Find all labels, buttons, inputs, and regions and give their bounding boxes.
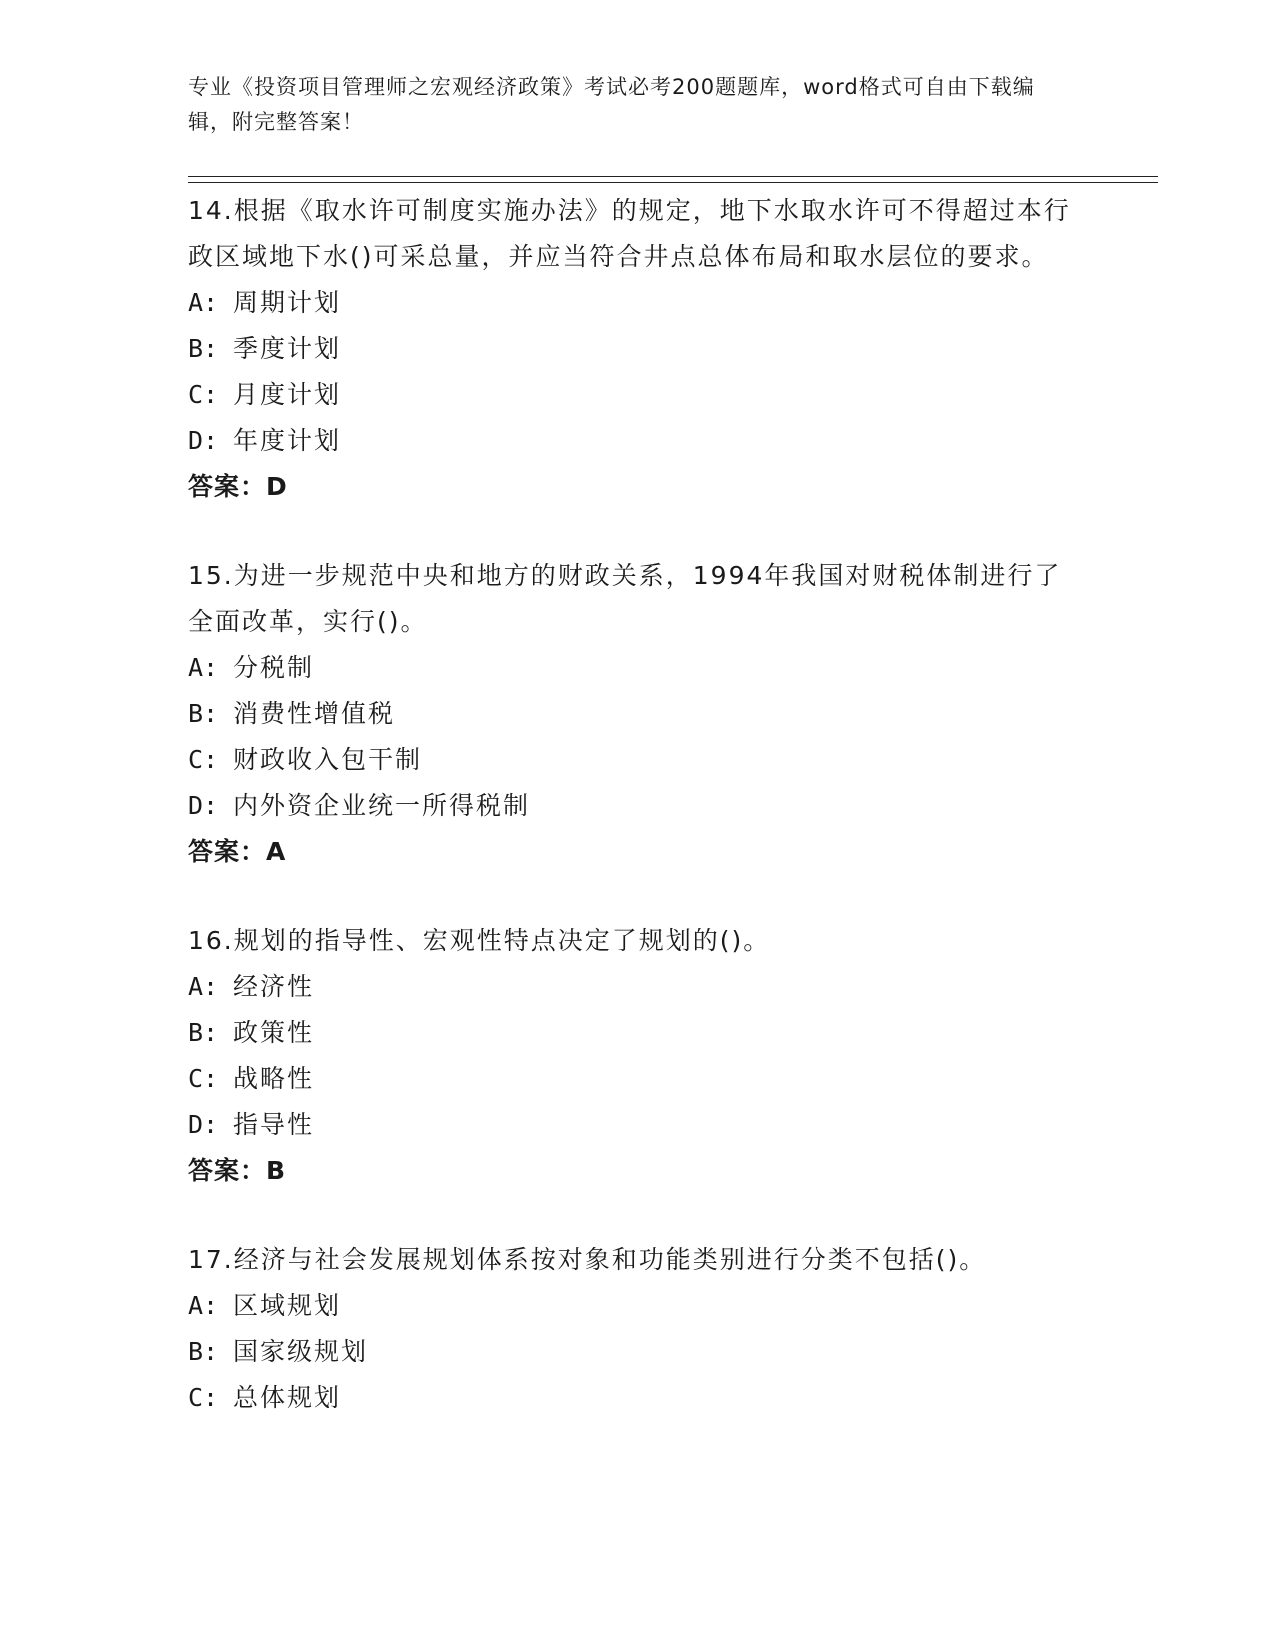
- option-letter: A:: [188, 288, 219, 317]
- option-text: 总体规划: [233, 1383, 342, 1412]
- question-stem: 15.为进一步规范中央和地方的财政关系，1994年我国对财税体制进行了全面改革，实行()。: [188, 561, 1062, 636]
- option-text: 消费性增值税: [233, 699, 396, 728]
- option-text: 国家级规划: [233, 1337, 369, 1366]
- option-a: [188, 645, 1088, 691]
- option-text: 区域规划: [233, 1291, 342, 1320]
- option-letter: B:: [188, 699, 219, 728]
- option-text: 周期计划: [233, 288, 342, 317]
- option-letter: C:: [188, 1064, 219, 1093]
- option-letter: D:: [188, 426, 219, 455]
- option-text: 季度计划: [233, 334, 342, 363]
- answer-line: 答案：A: [188, 837, 287, 866]
- option-c: [188, 1056, 1088, 1102]
- question-stem: 16.规划的指导性、宏观性特点决定了规划的()。: [188, 926, 771, 955]
- option-letter: A:: [188, 653, 219, 682]
- option-c: [188, 737, 1088, 783]
- option-text: 分税制: [233, 653, 315, 682]
- question-16: [188, 918, 1088, 1194]
- option-text: 内外资企业统一所得税制: [233, 791, 531, 820]
- option-c: [188, 1375, 1088, 1421]
- option-d: [188, 418, 1088, 464]
- option-letter: B:: [188, 1018, 219, 1047]
- option-text: 财政收入包干制: [233, 745, 423, 774]
- option-letter: B:: [188, 1337, 219, 1366]
- option-letter: A:: [188, 1291, 219, 1320]
- question-14: [188, 188, 1088, 510]
- option-letter: B:: [188, 334, 219, 363]
- option-b: [188, 1329, 1088, 1375]
- header-divider-bottom: [188, 182, 1158, 183]
- option-letter: A:: [188, 972, 219, 1001]
- option-letter: C:: [188, 380, 219, 409]
- question-15: [188, 553, 1088, 875]
- document-header: 专业《投资项目管理师之宏观经济政策》考试必考200题题库，word格式可自由下载编辑，附完整答案！: [188, 75, 1035, 134]
- option-a: [188, 280, 1088, 326]
- answer-line: 答案：D: [188, 472, 288, 501]
- option-d: [188, 783, 1088, 829]
- option-letter: D:: [188, 1110, 219, 1139]
- option-d: [188, 1102, 1088, 1148]
- option-text: 政策性: [233, 1018, 315, 1047]
- option-letter: D:: [188, 791, 219, 820]
- option-a: [188, 1283, 1088, 1329]
- option-text: 指导性: [233, 1110, 315, 1139]
- option-letter: C:: [188, 745, 219, 774]
- option-c: [188, 372, 1088, 418]
- header-divider-top: [188, 176, 1158, 177]
- option-b: [188, 691, 1088, 737]
- question-stem: 14.根据《取水许可制度实施办法》的规定，地下水取水许可不得超过本行政区域地下水()可采总量，并应当符合井点总体布局和取水层位的要求。: [188, 196, 1071, 271]
- question-stem: 17.经济与社会发展规划体系按对象和功能类别进行分类不包括()。: [188, 1245, 987, 1274]
- option-b: [188, 326, 1088, 372]
- question-list: [188, 188, 1088, 1464]
- answer-line: 答案：B: [188, 1156, 287, 1185]
- option-b: [188, 1010, 1088, 1056]
- option-text: 年度计划: [233, 426, 342, 455]
- option-a: [188, 964, 1088, 1010]
- option-letter: C:: [188, 1383, 219, 1412]
- question-17: [188, 1237, 1088, 1421]
- option-text: 月度计划: [233, 380, 342, 409]
- option-text: 战略性: [233, 1064, 315, 1093]
- option-text: 经济性: [233, 972, 315, 1001]
